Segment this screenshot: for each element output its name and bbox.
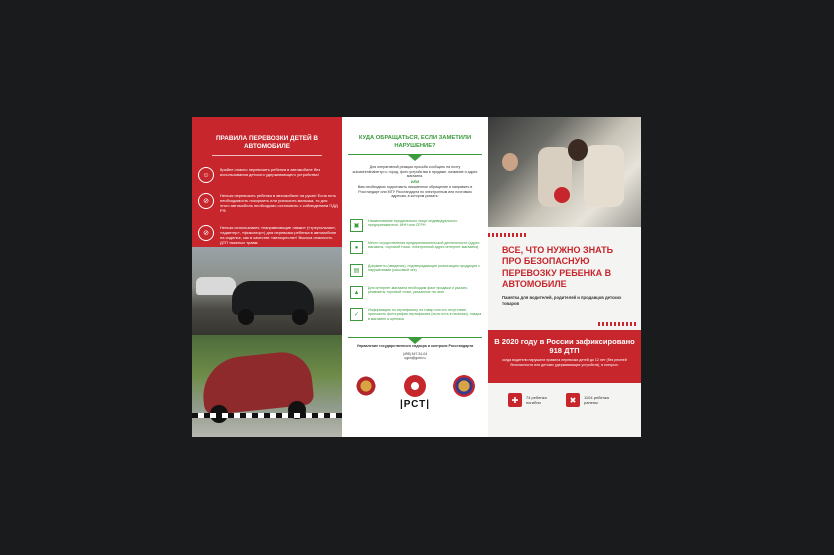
- list-item: [350, 264, 484, 277]
- rule-text: Крайне опасно перевозить ребенка в автомобиле без использования детского удерживающего устройства!: [220, 167, 321, 177]
- list-item-text: Информацию по сертификату на товар или его отсутствие, приложить фотографии сертификата (если есть в наличии), товара в магазине и ценника: [368, 308, 482, 321]
- list-item: [350, 241, 484, 254]
- coat-of-arms-icon: [355, 375, 377, 397]
- cover-headline: ВСЕ, ЧТО НУЖНО ЗНАТЬ ПРО БЕЗОПАСНУЮ ПЕРЕВОЗКУ РЕБЕНКА В АВТОМОБИЛЕ: [502, 245, 614, 289]
- background-car: [196, 277, 236, 295]
- mother-figure: [568, 139, 588, 161]
- brand-sticker-icon: [554, 187, 570, 203]
- rules-panel: [192, 117, 342, 437]
- rule-text: Нельзя перевозить ребенка в автомобиле на руках! Если есть необходимость покормить или успокоить малыша, то для этого автомобиль необходимо остановить с соблюдением ПДД РФ.: [220, 193, 338, 213]
- statistics-box: [488, 330, 641, 383]
- stat-description: когда водители нарушили правила перевозки детей до 12 лет (без ремней безопасности или детских удерживающих устройств), в которых:: [502, 358, 627, 367]
- report-intro: Для оперативной реакции просьба сообщать на почту autoadrenkhaberry.ru: город, фото устройства в продаже, название и адрес магазина.: [352, 165, 478, 179]
- brand-logo-icon: [404, 375, 426, 397]
- wheel: [292, 309, 308, 325]
- rule-item: [198, 167, 338, 183]
- agency-name: Управление государственного надзора и контроля Росстандарта: [356, 344, 474, 348]
- certificate-icon: ✓: [350, 308, 363, 321]
- title-divider: [212, 155, 322, 156]
- contacts: [342, 337, 488, 361]
- emblem-icon: [453, 375, 475, 397]
- rule-item: [198, 225, 338, 245]
- list-item-text: Для интернет-магазина необходим факт продажи и указать реквизиты торговой точки, указанные на чеке: [368, 286, 468, 295]
- stat-title: В 2020 году в России зафиксировано 918 ДТП: [494, 337, 635, 356]
- leaflet: [192, 117, 641, 437]
- cover-panel: [488, 117, 641, 437]
- list-item: [350, 286, 484, 299]
- car-seat: [584, 145, 624, 207]
- child-figure: [502, 153, 518, 171]
- striped-tape: [192, 413, 342, 418]
- wheel: [238, 309, 254, 325]
- injury-icon: ✚: [508, 393, 522, 407]
- no-strap-icon: ⊘: [198, 225, 214, 241]
- rules-title: ПРАВИЛА ПЕРЕВОЗКИ ДЕТЕЙ В АВТОМОБИЛЕ: [215, 135, 319, 151]
- no-holding-icon: ⊘: [198, 193, 214, 209]
- list-item-text: Наименование юридического лица/ индивидуального предпринимателя, ИНН или ОГРН: [368, 219, 458, 228]
- or-label: ИЛИ: [410, 179, 420, 185]
- report-panel: [342, 117, 488, 437]
- logos: [342, 375, 488, 397]
- decor-hatch: [488, 233, 528, 237]
- family-car-photo: [488, 117, 641, 227]
- cart-icon: ▲: [350, 286, 363, 299]
- list-item: [350, 308, 484, 321]
- email: ugsn@gost.ru: [404, 356, 426, 361]
- cover-subtitle: Памятка для водителей, родителей и продавцов детских товаров: [502, 295, 622, 306]
- decor-hatch: [598, 322, 638, 326]
- crashed-car-photo: [192, 247, 342, 335]
- report-title: КУДА ОБРАЩАТЬСЯ, ЕСЛИ ЗАМЕТИЛИ НАРУШЕНИЕ?: [358, 135, 472, 149]
- bandage-icon: ✖: [566, 393, 580, 407]
- phone: (495) 547-51-04: [402, 351, 428, 356]
- stat-item: [508, 393, 560, 407]
- list-item-text: Место осуществления предпринимательской деятельности (адрес магазина, торговой точки, электронный адрес интернет-магазина): [368, 241, 480, 250]
- stats-row: [488, 383, 641, 437]
- rule-text: Нельзя использовать «направляющие лямки» («треугольник», «адаптер», «фиксатор») для перевозки ребенка в автомобиле на сиденье, как в качестве «автокресла»! Высока опасность ДТП тяжелых травм.: [220, 225, 337, 245]
- rst-logo: |РСТ|: [399, 399, 431, 410]
- stat-item: [566, 393, 618, 407]
- document-icon: ▤: [350, 264, 363, 277]
- building-icon: ▣: [350, 219, 363, 232]
- report-intro-2: Вам необходимо подготовить письменное обращение и направить в Росстандарт или МТУ Росстандарта по электронным или почтовым адресам, в котором указать:: [357, 185, 473, 199]
- child-seat-icon: ☺: [198, 167, 214, 183]
- stat-text: 74 ребенка погибли: [526, 395, 547, 405]
- location-icon: ●: [350, 241, 363, 254]
- stat-text: 1104 ребенка ранены: [584, 395, 609, 405]
- list-item-text: Документы (сведения), подтверждающие реализацию продукции с нарушениями (кассовый чек): [368, 264, 480, 273]
- list-item: [350, 219, 484, 232]
- wrecked-car-photo: [192, 335, 342, 437]
- rule-item: [198, 193, 338, 213]
